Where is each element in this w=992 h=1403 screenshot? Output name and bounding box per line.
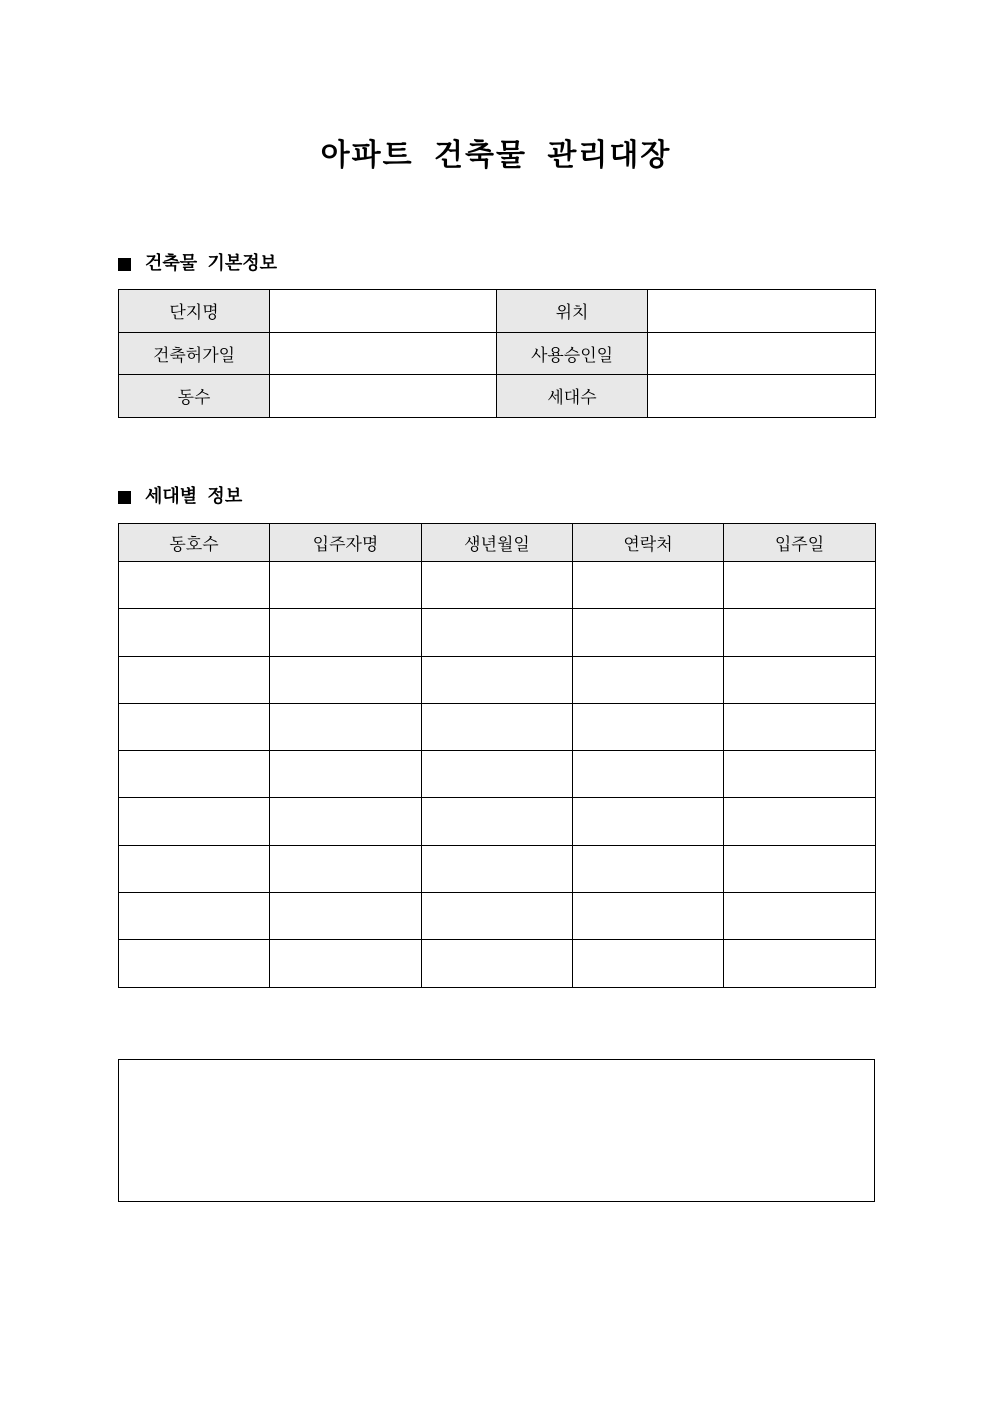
memo-box[interactable] <box>118 1059 875 1202</box>
field-permit-date[interactable] <box>270 332 497 375</box>
cell-contact[interactable] <box>573 940 724 987</box>
cell-unit-number[interactable] <box>119 609 270 656</box>
cell-move-in-date[interactable] <box>724 798 876 845</box>
cell-unit-number[interactable] <box>119 703 270 750</box>
cell-move-in-date[interactable] <box>724 562 876 609</box>
square-bullet-icon <box>118 258 131 271</box>
table-row <box>119 751 876 798</box>
table-row <box>119 703 876 750</box>
column-header-unit-number: 동호수 <box>119 524 270 562</box>
table-row <box>119 609 876 656</box>
cell-birth-date[interactable] <box>422 656 573 703</box>
cell-unit-number[interactable] <box>119 656 270 703</box>
table-row <box>119 332 876 375</box>
label-household-count: 세대수 <box>497 375 648 418</box>
table-row <box>119 375 876 418</box>
cell-move-in-date[interactable] <box>724 703 876 750</box>
cell-contact[interactable] <box>573 798 724 845</box>
field-household-count[interactable] <box>648 375 876 418</box>
label-building-count: 동수 <box>119 375 270 418</box>
cell-move-in-date[interactable] <box>724 893 876 940</box>
field-complex-name[interactable] <box>270 290 497 333</box>
cell-move-in-date[interactable] <box>724 940 876 987</box>
cell-move-in-date[interactable] <box>724 656 876 703</box>
table-row <box>119 656 876 703</box>
section-heading-household-info-label: 세대별 정보 <box>145 486 243 507</box>
column-header-move-in-date: 입주일 <box>724 524 876 562</box>
table-row <box>119 940 876 987</box>
label-permit-date: 건축허가일 <box>119 332 270 375</box>
section-heading-basic-info-label: 건축물 기본정보 <box>145 253 277 274</box>
cell-contact[interactable] <box>573 609 724 656</box>
column-header-contact: 연락처 <box>573 524 724 562</box>
cell-unit-number[interactable] <box>119 940 270 987</box>
cell-unit-number[interactable] <box>119 893 270 940</box>
cell-resident-name[interactable] <box>270 562 422 609</box>
square-bullet-icon <box>118 491 131 504</box>
table-row <box>119 798 876 845</box>
cell-resident-name[interactable] <box>270 940 422 987</box>
section-heading-household-info <box>118 484 242 510</box>
cell-resident-name[interactable] <box>270 845 422 892</box>
table-row <box>119 893 876 940</box>
document-title: 아파트 건축물 관리대장 <box>320 138 672 173</box>
cell-contact[interactable] <box>573 893 724 940</box>
cell-move-in-date[interactable] <box>724 609 876 656</box>
cell-birth-date[interactable] <box>422 609 573 656</box>
cell-unit-number[interactable] <box>119 798 270 845</box>
table-header-row <box>119 524 876 562</box>
cell-move-in-date[interactable] <box>724 751 876 798</box>
label-approval-date: 사용승인일 <box>497 332 648 375</box>
cell-contact[interactable] <box>573 562 724 609</box>
household-info-table <box>118 523 876 988</box>
cell-resident-name[interactable] <box>270 893 422 940</box>
cell-birth-date[interactable] <box>422 798 573 845</box>
cell-resident-name[interactable] <box>270 656 422 703</box>
cell-resident-name[interactable] <box>270 798 422 845</box>
cell-contact[interactable] <box>573 656 724 703</box>
label-location: 위치 <box>497 290 648 333</box>
cell-unit-number[interactable] <box>119 845 270 892</box>
cell-move-in-date[interactable] <box>724 845 876 892</box>
table-row <box>119 845 876 892</box>
basic-info-table <box>118 289 876 418</box>
field-approval-date[interactable] <box>648 332 876 375</box>
column-header-birth-date: 생년월일 <box>422 524 573 562</box>
cell-birth-date[interactable] <box>422 562 573 609</box>
column-header-resident-name: 입주자명 <box>270 524 422 562</box>
cell-resident-name[interactable] <box>270 751 422 798</box>
section-heading-basic-info <box>118 251 277 277</box>
table-row <box>119 290 876 333</box>
field-building-count[interactable] <box>270 375 497 418</box>
cell-resident-name[interactable] <box>270 609 422 656</box>
cell-birth-date[interactable] <box>422 751 573 798</box>
cell-unit-number[interactable] <box>119 751 270 798</box>
cell-contact[interactable] <box>573 751 724 798</box>
cell-birth-date[interactable] <box>422 893 573 940</box>
cell-resident-name[interactable] <box>270 703 422 750</box>
cell-birth-date[interactable] <box>422 940 573 987</box>
cell-unit-number[interactable] <box>119 562 270 609</box>
cell-contact[interactable] <box>573 845 724 892</box>
table-row <box>119 562 876 609</box>
cell-contact[interactable] <box>573 703 724 750</box>
label-complex-name: 단지명 <box>119 290 270 333</box>
cell-birth-date[interactable] <box>422 703 573 750</box>
field-location[interactable] <box>648 290 876 333</box>
cell-birth-date[interactable] <box>422 845 573 892</box>
